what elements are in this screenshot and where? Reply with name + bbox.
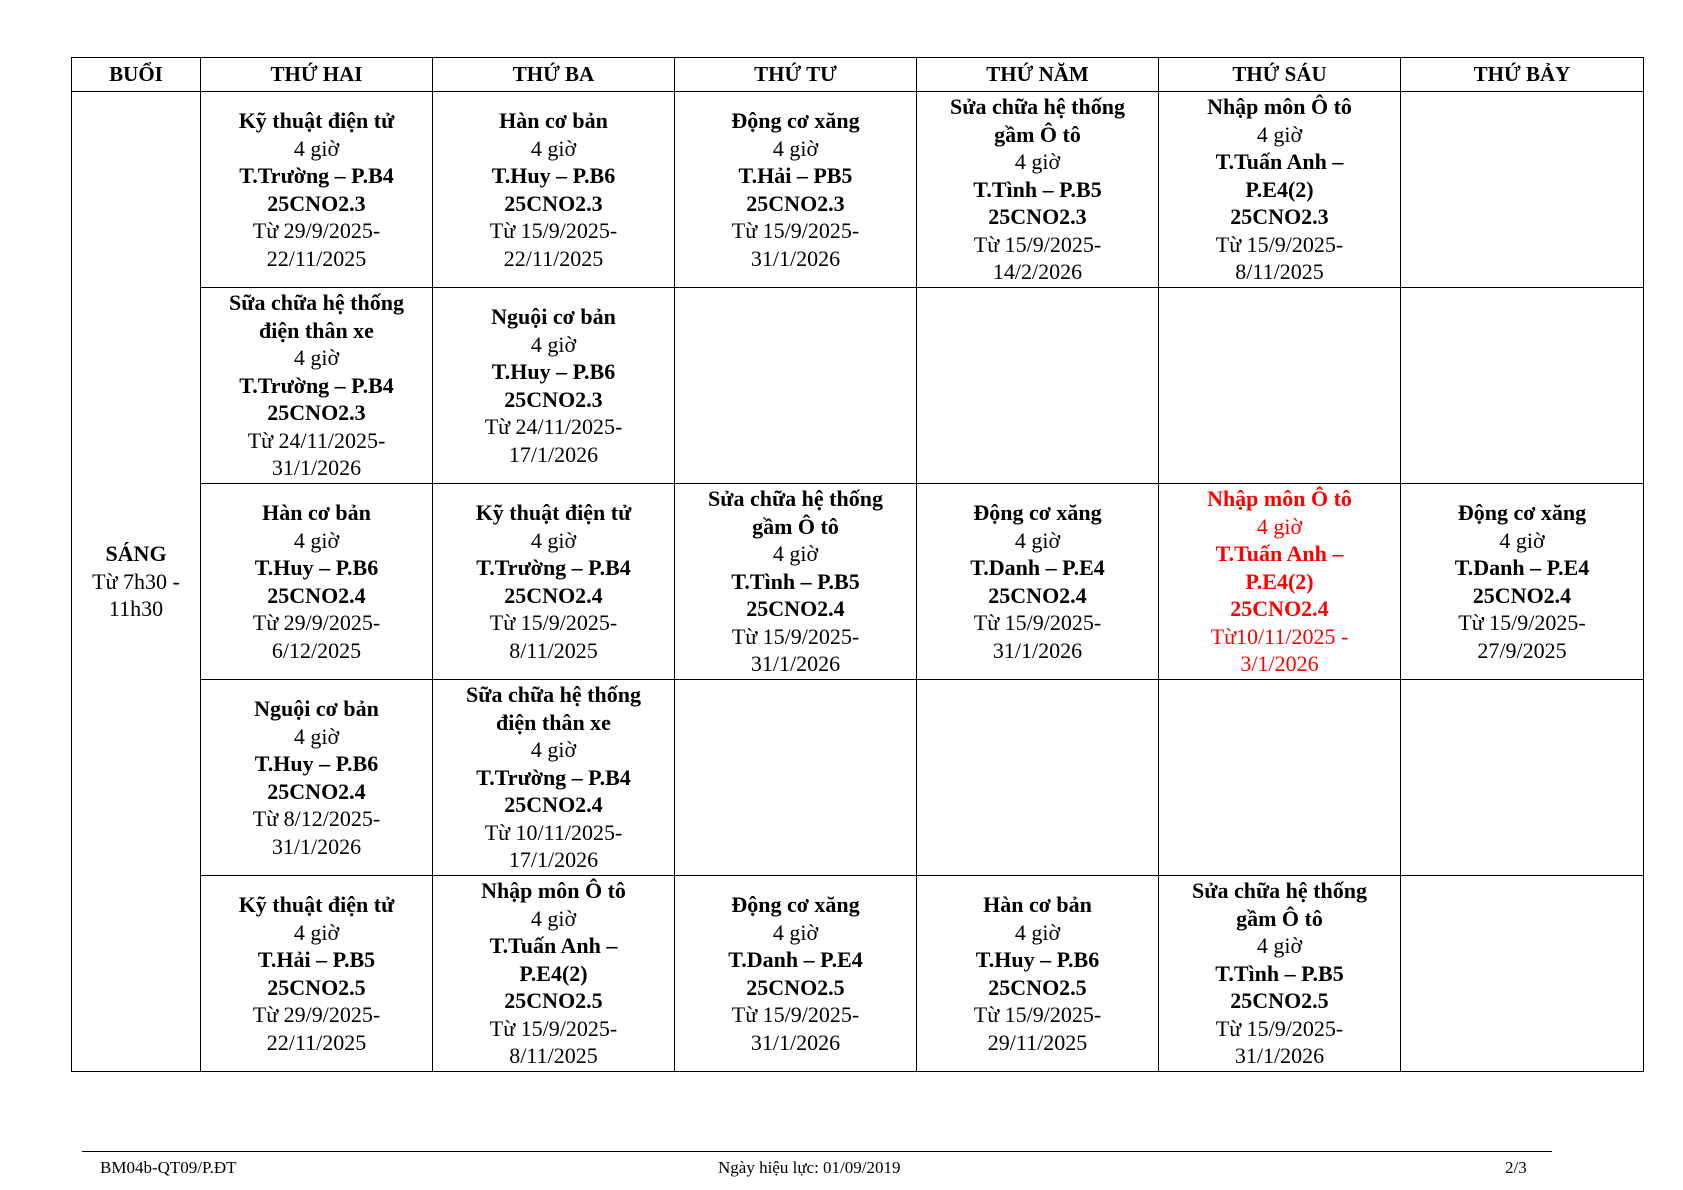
header-session: BUỔI — [72, 58, 201, 92]
cell-line: Sửa chữa hệ thống — [1192, 878, 1367, 904]
cell-line: 4 giờ — [1256, 933, 1303, 959]
cell-line: gầm Ô tô — [1236, 905, 1323, 931]
table-row — [72, 288, 1644, 484]
cell-line: 4 giờ — [1014, 919, 1061, 945]
cell-line: 4 giờ — [1256, 513, 1303, 539]
cell-line: 3/1/2026 — [1240, 651, 1319, 677]
cell-line: 25CNO2.3 — [504, 386, 603, 412]
cell-line: 4 giờ — [293, 527, 340, 553]
header-wednesday: THỨ TƯ — [675, 58, 917, 92]
cell-line: 25CNO2.5 — [988, 974, 1087, 1000]
cell-line: 25CNO2.3 — [988, 204, 1087, 230]
schedule-cell — [1159, 680, 1401, 876]
schedule-cell — [675, 876, 917, 1072]
cell-line: Từ 15/9/2025- — [1215, 1015, 1344, 1041]
cell-line: Từ 24/11/2025- — [247, 427, 386, 453]
cell-line: 4 giờ — [772, 919, 819, 945]
schedule-cell — [917, 876, 1159, 1072]
cell-line: 14/2/2026 — [992, 259, 1083, 285]
session-name: SÁNG — [105, 541, 167, 567]
cell-line: T.Huy – P.B6 — [975, 947, 1100, 972]
header-monday: THỨ HAI — [201, 58, 433, 92]
cell-line: 22/11/2025 — [266, 1029, 367, 1055]
schedule-cell — [433, 92, 675, 288]
cell-line: 17/1/2026 — [508, 441, 599, 467]
cell-line: 25CNO2.4 — [267, 778, 366, 804]
schedule-cell — [675, 680, 917, 876]
cell-line: Từ 10/11/2025- — [484, 819, 623, 845]
cell-line: Động cơ xăng — [973, 500, 1102, 525]
footer-form-code: BM04b-QT09/P.ĐT — [100, 1158, 237, 1177]
schedule-cell — [201, 876, 433, 1072]
cell-line: Nhập môn Ô tô — [481, 878, 626, 904]
cell-line: 29/11/2025 — [987, 1029, 1088, 1055]
cell-line: Từ 24/11/2025- — [484, 414, 623, 439]
cell-line: Động cơ xăng — [1457, 500, 1587, 525]
table-row — [72, 484, 1644, 680]
schedule-cell — [675, 288, 917, 484]
cell-line: 27/9/2025 — [1477, 637, 1567, 663]
cell-line: 4 giờ — [1014, 527, 1061, 553]
cell-line: 25CNO2.3 — [267, 190, 366, 216]
cell-line: 4 giờ — [530, 737, 577, 763]
cell-line: T.Tuấn Anh – — [1215, 541, 1344, 567]
cell-line: Từ 15/9/2025- — [731, 623, 860, 649]
cell-line: Từ 15/9/2025- — [489, 610, 618, 635]
cell-line: T.Trường – P.B4 — [476, 764, 631, 790]
schedule-cell — [433, 484, 675, 680]
cell-line: 25CNO2.4 — [267, 582, 366, 608]
cell-line: 31/1/2026 — [271, 833, 362, 859]
cell-line: P.E4(2) — [519, 960, 588, 986]
cell-line: 4 giờ — [1499, 527, 1545, 553]
cell-line: T.Huy – P.B6 — [254, 555, 379, 580]
cell-line: Từ 15/9/2025- — [489, 218, 618, 243]
cell-line: Từ 8/12/2025- — [252, 806, 381, 831]
session-cell — [72, 92, 201, 1072]
cell-line: T.Tình – P.B5 — [731, 568, 860, 594]
schedule-cell — [675, 92, 917, 288]
schedule-cell — [1159, 484, 1401, 680]
schedule-cell — [1401, 876, 1644, 1072]
cell-line: Từ 15/9/2025- — [731, 218, 860, 243]
footer-divider — [82, 1151, 1552, 1152]
cell-line: Từ 15/9/2025- — [973, 1002, 1102, 1027]
cell-line: Từ 29/9/2025- — [252, 1002, 381, 1027]
cell-line: 25CNO2.4 — [504, 792, 603, 818]
cell-line: 31/1/2026 — [750, 1029, 841, 1055]
cell-line: 31/1/2026 — [271, 455, 362, 481]
cell-line: 4 giờ — [293, 919, 340, 945]
footer-effective-date: Ngày hiệu lực: 01/09/2019 — [718, 1158, 901, 1177]
cell-line: Hàn cơ bản — [499, 108, 608, 133]
cell-line: Động cơ xăng — [731, 892, 860, 917]
cell-line: Hàn cơ bản — [983, 892, 1092, 917]
cell-line: 4 giờ — [1014, 149, 1061, 175]
schedule-table — [71, 57, 1644, 1072]
cell-line: gầm Ô tô — [752, 513, 839, 539]
cell-line: 25CNO2.3 — [746, 190, 845, 216]
cell-line: 4 giờ — [530, 527, 577, 553]
cell-line: 4 giờ — [293, 135, 340, 161]
cell-line: Kỹ thuật điện tử — [238, 892, 395, 917]
cell-line: 6/12/2025 — [271, 637, 362, 663]
schedule-cell — [201, 288, 433, 484]
schedule-cell — [917, 680, 1159, 876]
cell-line: 25CNO2.4 — [504, 582, 603, 608]
cell-line: điện thân xe — [496, 709, 611, 735]
cell-line: Từ 15/9/2025- — [489, 1015, 618, 1041]
schedule-cell — [917, 484, 1159, 680]
schedule-cell — [675, 484, 917, 680]
footer-page-number: 2/3 — [1505, 1158, 1527, 1177]
cell-line: Sữa chữa hệ thống — [466, 682, 641, 708]
schedule-cell — [1159, 876, 1401, 1072]
cell-line: Nhập môn Ô tô — [1207, 486, 1352, 512]
cell-line: Động cơ xăng — [731, 108, 860, 133]
cell-line: Nhập môn Ô tô — [1207, 94, 1352, 120]
cell-line: 25CNO2.3 — [504, 190, 603, 216]
cell-line: Từ 15/9/2025- — [731, 1002, 860, 1027]
header-saturday: THỨ BẢY — [1401, 58, 1644, 92]
cell-line: 22/11/2025 — [266, 245, 367, 271]
schedule-cell — [201, 484, 433, 680]
cell-line: 22/11/2025 — [503, 245, 604, 271]
cell-line: Sửa chữa hệ thống — [708, 486, 883, 512]
cell-line: 8/11/2025 — [1235, 259, 1324, 285]
cell-line: Từ10/11/2025 - — [1210, 623, 1349, 649]
cell-line: T.Tình – P.B5 — [973, 176, 1102, 202]
cell-line: T.Huy – P.B6 — [491, 359, 616, 384]
cell-line: Nguội cơ bản — [491, 304, 616, 329]
schedule-cell — [201, 680, 433, 876]
cell-line: Từ 15/9/2025- — [1458, 610, 1586, 635]
cell-line: 25CNO2.4 — [746, 596, 845, 622]
cell-line: T.Danh – P.E4 — [1454, 555, 1590, 580]
schedule-cell — [917, 92, 1159, 288]
cell-line: P.E4(2) — [1245, 568, 1314, 594]
cell-line: 31/1/2026 — [992, 637, 1083, 663]
cell-line: 25CNO2.4 — [1472, 582, 1572, 608]
table-row — [72, 92, 1644, 288]
cell-line: Từ 15/9/2025- — [973, 231, 1102, 257]
cell-line: Sữa chữa hệ thống — [229, 290, 404, 316]
cell-line: T.Huy – P.B6 — [254, 751, 379, 776]
header-tuesday: THỨ BA — [433, 58, 675, 92]
schedule-cell — [1401, 484, 1644, 680]
header-thursday: THỨ NĂM — [917, 58, 1159, 92]
cell-line: 8/11/2025 — [509, 637, 598, 663]
schedule-cell — [1401, 680, 1644, 876]
cell-line: T.Danh – P.E4 — [970, 555, 1105, 580]
cell-line: 25CNO2.3 — [1230, 204, 1329, 230]
cell-line: điện thân xe — [259, 317, 374, 343]
cell-line: 4 giờ — [530, 331, 577, 357]
cell-line: T.Hải – PB5 — [738, 163, 853, 188]
cell-line: Từ 29/9/2025- — [252, 218, 381, 243]
cell-line: 17/1/2026 — [508, 847, 599, 873]
cell-line: T.Tình – P.B5 — [1215, 960, 1344, 986]
cell-line: 25CNO2.4 — [1230, 596, 1329, 622]
schedule-cell — [433, 288, 675, 484]
cell-line: Từ 15/9/2025- — [1215, 231, 1344, 257]
schedule-cell — [201, 92, 433, 288]
header-friday: THỨ SÁU — [1159, 58, 1401, 92]
cell-line: T.Tuấn Anh – — [489, 933, 618, 959]
cell-line: Sửa chữa hệ thống — [950, 94, 1125, 120]
cell-line: P.E4(2) — [1245, 176, 1314, 202]
schedule-cell — [1159, 288, 1401, 484]
cell-line: T.Huy – P.B6 — [491, 163, 616, 188]
header-row — [72, 58, 1644, 92]
cell-line: T.Trường – P.B4 — [476, 555, 631, 580]
cell-line: Kỹ thuật điện tử — [238, 108, 395, 133]
cell-line: 4 giờ — [530, 905, 577, 931]
cell-line: 4 giờ — [530, 135, 577, 161]
cell-line: 4 giờ — [772, 135, 819, 161]
cell-line: 4 giờ — [772, 541, 819, 567]
cell-line: T.Trường – P.B4 — [239, 163, 394, 188]
cell-line: 25CNO2.5 — [746, 974, 845, 1000]
cell-line: 25CNO2.4 — [988, 582, 1087, 608]
schedule-cell — [433, 680, 675, 876]
table-row — [72, 876, 1644, 1072]
cell-line: T.Danh – P.E4 — [728, 947, 863, 972]
cell-line: 4 giờ — [293, 345, 340, 371]
cell-line: gầm Ô tô — [994, 121, 1081, 147]
cell-line: Từ 29/9/2025- — [252, 610, 381, 635]
cell-line: T.Tuấn Anh – — [1215, 149, 1344, 175]
cell-line: Nguội cơ bản — [254, 696, 379, 721]
cell-line: T.Trường – P.B4 — [239, 372, 394, 398]
schedule-cell — [1401, 288, 1644, 484]
cell-line: 25CNO2.5 — [267, 974, 366, 1000]
cell-line: 31/1/2026 — [750, 651, 841, 677]
cell-line: 25CNO2.3 — [267, 400, 366, 426]
cell-line: 8/11/2025 — [509, 1043, 598, 1069]
session-time-line1: Từ 7h30 - — [92, 568, 180, 594]
schedule-cell — [433, 876, 675, 1072]
cell-line: 31/1/2026 — [750, 245, 841, 271]
cell-line: Từ 15/9/2025- — [973, 610, 1102, 635]
cell-line: Hàn cơ bản — [262, 500, 371, 525]
cell-line: 4 giờ — [1256, 121, 1303, 147]
cell-line: Kỹ thuật điện tử — [475, 500, 632, 525]
cell-line: 31/1/2026 — [1234, 1043, 1325, 1069]
table-row — [72, 680, 1644, 876]
schedule-cell — [917, 288, 1159, 484]
schedule-cell — [1401, 92, 1644, 288]
cell-line: 4 giờ — [293, 723, 340, 749]
schedule-cell — [1159, 92, 1401, 288]
cell-line: 25CNO2.5 — [504, 988, 603, 1014]
session-time-line2: 11h30 — [108, 596, 164, 622]
cell-line: T.Hải – P.B5 — [257, 947, 376, 972]
cell-line: 25CNO2.5 — [1230, 988, 1329, 1014]
